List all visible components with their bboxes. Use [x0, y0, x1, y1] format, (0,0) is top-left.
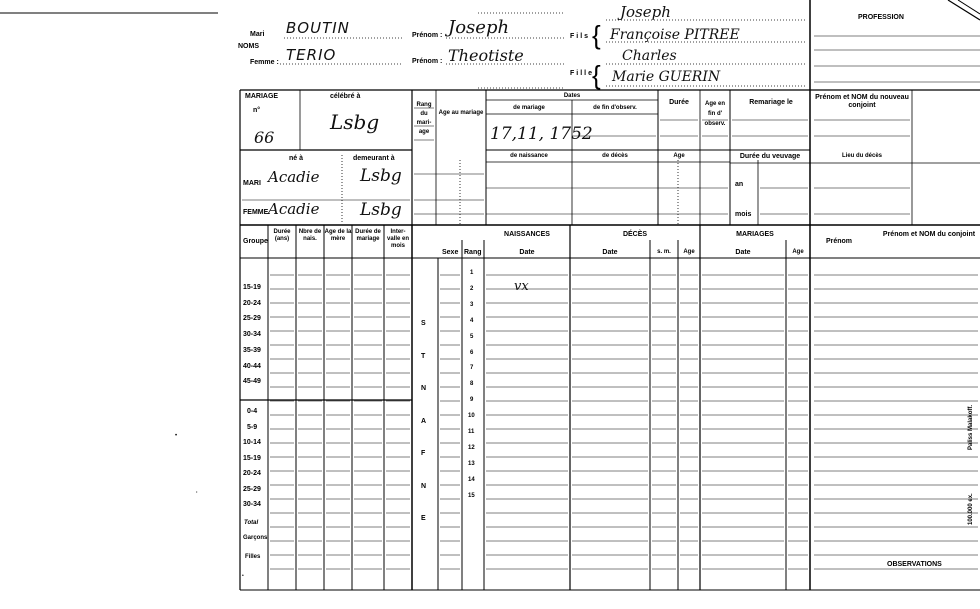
- age-group-label: 40-44: [243, 362, 261, 370]
- deces-date-label: Date: [602, 249, 618, 256]
- rank-number: 8: [470, 381, 474, 388]
- rank-number: 15: [468, 492, 475, 499]
- filles-label: Filles: [245, 554, 261, 560]
- lieu-deces-label: Lieu du décès: [841, 153, 882, 159]
- de-mariage-label: de mariage: [513, 105, 545, 111]
- noms-label: NOMS: [238, 43, 259, 50]
- rank-number: 4: [470, 317, 474, 324]
- intervalle-label: Inter- valle en mois: [386, 229, 409, 249]
- age-group-label: 15-19: [243, 454, 261, 462]
- wife-father: Charles: [622, 48, 677, 64]
- rank-number: 2: [470, 285, 474, 292]
- age-group-label: 25-29: [243, 315, 261, 323]
- prenom-label-wife: Prénom :: [412, 58, 443, 65]
- deces-age-label: Age: [683, 249, 695, 255]
- husband-father: Joseph: [620, 3, 671, 21]
- enfants-letter: N: [421, 482, 427, 490]
- sm-label: s. m.: [657, 249, 671, 255]
- enfants-letter: E: [421, 515, 426, 522]
- rank-number: 14: [468, 476, 475, 483]
- fils-label: Fils: [570, 33, 591, 40]
- no-label: n°: [253, 107, 261, 114]
- enfants-letter: N: [421, 385, 427, 392]
- rank-number: 3: [470, 301, 474, 308]
- nbre-nais-label: Nbre de nais.: [298, 229, 322, 242]
- age-fin-label: Age en fin d' observ.: [704, 101, 726, 128]
- profession-label: PROFESSION: [858, 14, 904, 21]
- age-group-label: 10-14: [243, 439, 261, 446]
- scan-dot: •: [196, 489, 198, 494]
- rank-number: 13: [468, 460, 475, 467]
- mari-row-label: MARI: [243, 180, 261, 187]
- deces-label: DÉCÈS: [622, 231, 648, 238]
- husband-surname: BOUTIN: [286, 19, 350, 37]
- remariage-label: Remariage le: [749, 99, 793, 106]
- mois-label: mois: [735, 211, 752, 218]
- mari-label: Mari: [250, 31, 265, 38]
- enfants-letter: S: [421, 320, 426, 327]
- groupe-label: Groupe: [243, 238, 268, 245]
- printer-note: Paliss Malakoff.: [968, 404, 974, 450]
- mariage-title: MARIAGE: [245, 93, 279, 100]
- age-group-label: 5-9: [247, 423, 258, 431]
- sexe-label: Sexe: [442, 249, 459, 256]
- deces-col-label: de décès: [602, 153, 628, 159]
- fille-brace: {: [592, 60, 601, 90]
- duree-mariage-label: Durée de mariage: [355, 229, 381, 242]
- rank-number: 9: [470, 397, 474, 404]
- an-label: an: [735, 181, 744, 188]
- age-group-label: 35-39: [243, 346, 261, 354]
- husband-birthplace: Acadie: [268, 168, 320, 186]
- enfants-letter: T: [421, 352, 426, 360]
- age-group-label: 20-24: [243, 470, 261, 477]
- copies-note: 100.000 ex.: [968, 493, 974, 525]
- enfants-letter: A: [421, 417, 427, 425]
- age-group-label: 15-19: [243, 284, 261, 291]
- wife-surname: TERIO: [286, 46, 337, 64]
- birth-mark: vx: [514, 279, 529, 294]
- marriage-place: Lsbg: [330, 110, 380, 134]
- nouveau-conjoint-label: Prénom et NOM du nouveau conjoint: [815, 94, 909, 110]
- mariages-age-label: Age: [792, 249, 804, 255]
- dates-label: Dates: [563, 93, 581, 99]
- naissance-date-label: Date: [519, 249, 535, 256]
- age-group-label: 20-24: [243, 299, 261, 307]
- femme-label: Femme :: [250, 59, 279, 66]
- wife-residence: Lsbg: [360, 200, 402, 220]
- age-group-label: 30-34: [243, 501, 261, 508]
- rank-number: 6: [470, 349, 474, 356]
- husband-mother: Françoise PITREE: [610, 27, 740, 43]
- prenom-col-label: Prénom: [825, 238, 853, 245]
- duree-label: Durée: [669, 99, 689, 106]
- scan-dot: •: [242, 573, 244, 579]
- duree-veuvage-label: Durée du veuvage: [739, 153, 801, 160]
- age-group-label: 45-49: [243, 378, 261, 386]
- husband-residence: Lsbg: [360, 166, 402, 186]
- demeurant-label: demeurant à: [353, 155, 395, 162]
- age-group-label: 0-4: [247, 408, 258, 415]
- mariages-label: MARIAGES: [736, 231, 774, 238]
- fin-observ-label: de fin d'observ.: [593, 105, 637, 111]
- total-label: Total: [244, 520, 259, 526]
- rank-number: 11: [468, 429, 475, 435]
- naissances-label: NAISSANCES: [504, 231, 550, 238]
- enfants-letter: F: [421, 450, 426, 457]
- observations-label: OBSERVATIONS: [887, 561, 942, 568]
- rank-number: 12: [468, 444, 475, 451]
- age-group-label: 30-34: [243, 331, 261, 339]
- fille-label: Fille: [570, 70, 595, 77]
- naissance-label: de naissance: [510, 153, 548, 159]
- conjoint-col-label: Prénom et NOM du conjoint: [882, 231, 976, 238]
- duree-ans-label: Durée (ans): [273, 229, 291, 242]
- rank-number: 10: [468, 413, 475, 420]
- rang-col-label: Rang: [464, 249, 482, 256]
- age-mariage-label: Age au mariage: [438, 110, 484, 116]
- rank-number: 5: [470, 333, 474, 340]
- marriage-date: 17,11, 1752: [490, 124, 593, 144]
- rank-number: 1: [470, 270, 474, 276]
- femme-row-label: FEMME: [243, 209, 269, 216]
- scan-dot: •: [175, 433, 178, 439]
- wife-birthplace: Acadie: [268, 200, 320, 218]
- wife-firstname: Theotiste: [448, 46, 524, 65]
- marriage-number: 66: [254, 128, 275, 147]
- wife-mother: Marie GUERIN: [612, 69, 721, 85]
- ne-a-label: né à: [289, 155, 304, 162]
- garcons-label: Garçons: [243, 535, 268, 541]
- mariages-date-label: Date: [735, 249, 751, 256]
- age-mere-label: Age de la mère: [324, 229, 352, 242]
- celebre-label: célébré à: [330, 93, 361, 100]
- fils-brace: {: [592, 20, 601, 50]
- prenom-label-husband: Prénom :: [412, 32, 443, 39]
- rank-number: 7: [470, 365, 474, 372]
- rang-label: Rang du mari- age: [416, 102, 432, 135]
- husband-firstname: Joseph: [448, 17, 510, 38]
- age-col-label: Age: [673, 153, 685, 159]
- age-group-label: 25-29: [243, 485, 261, 493]
